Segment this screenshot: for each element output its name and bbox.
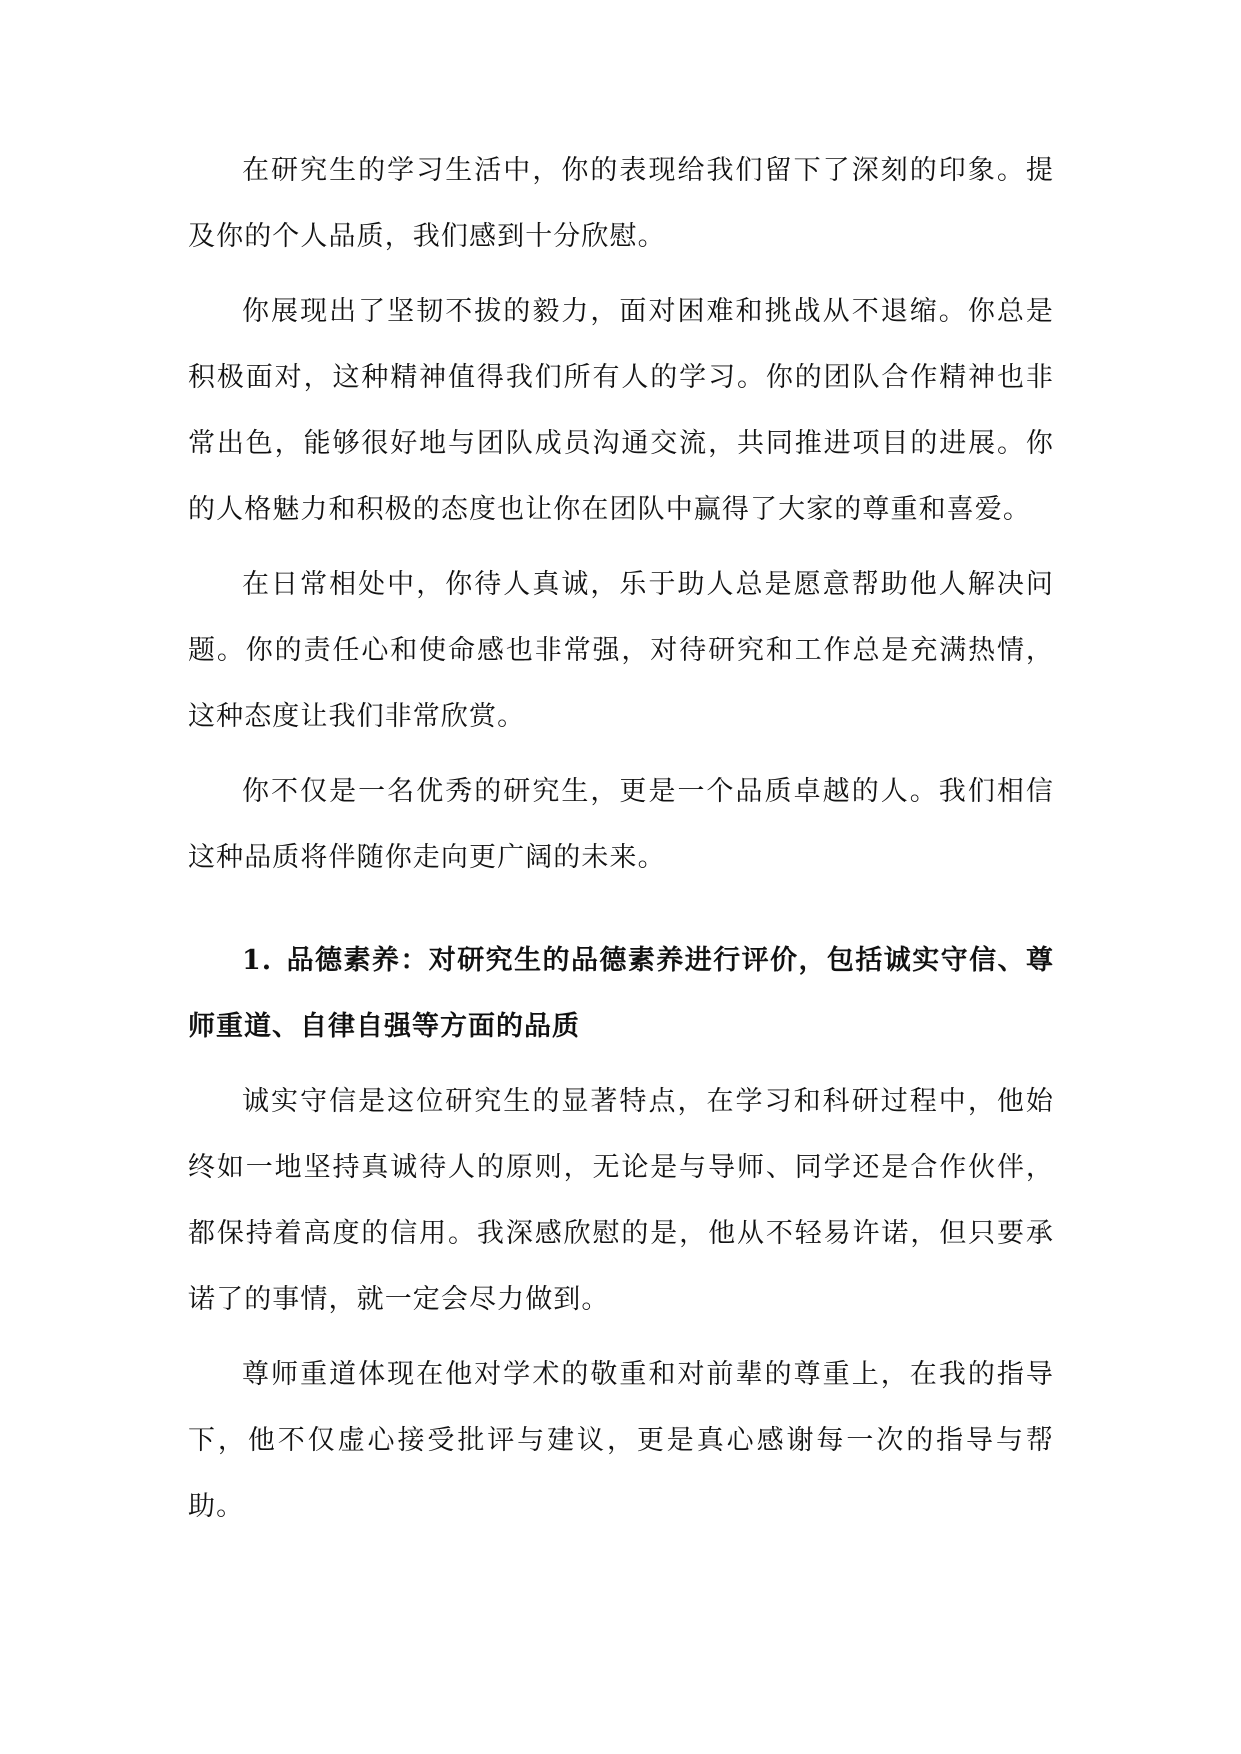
paragraph-section1-1: 诚实守信是这位研究生的显著特点，在学习和科研过程中，他始终如一地坚持真诚待人的原则，无论是与导师、同学还是合作伙伴，都保持着高度的信用。我深感欣慰的是，他从不轻易许诺，但只要承诺了的事情，就一定会尽力做到。 bbox=[188, 1086, 1054, 1315]
paragraph-intro-3: 在日常相处中，你待人真诚，乐于助人总是愿意帮助他人解决问题。你的责任心和使命感也非常强，对待研究和工作总是充满热情，这种态度让我们非常欣赏。 bbox=[188, 569, 1054, 732]
section-heading-1 bbox=[188, 928, 1054, 1060]
section-number: 1. bbox=[242, 945, 273, 976]
paragraph-intro-4: 你不仅是一名优秀的研究生，更是一个品质卓越的人。我们相信这种品质将伴随你走向更广阔的未来。 bbox=[188, 776, 1054, 873]
paragraph-section1-2: 尊师重道体现在他对学术的敬重和对前辈的尊重上，在我的指导下，他不仅虚心接受批评与建议，更是真心感谢每一次的指导与帮助。 bbox=[188, 1359, 1054, 1522]
document-body bbox=[188, 138, 1054, 1549]
paragraph-intro-1: 在研究生的学习生活中，你的表现给我们留下了深刻的印象。提及你的个人品质，我们感到十分欣慰。 bbox=[188, 155, 1054, 252]
paragraph-intro-2: 你展现出了坚韧不拔的毅力，面对困难和挑战从不退缩。你总是积极面对，这种精神值得我们所有人的学习。你的团队合作精神也非常出色，能够很好地与团队成员沟通交流，共同推进项目的进展。你的人格魅力和积极的态度也让你在团队中赢得了大家的尊重和喜爱。 bbox=[188, 296, 1054, 525]
section-title: 品德素养：对研究生的品德素养进行评价，包括诚实守信、尊师重道、自律自强等方面的品质 bbox=[188, 945, 1054, 1042]
